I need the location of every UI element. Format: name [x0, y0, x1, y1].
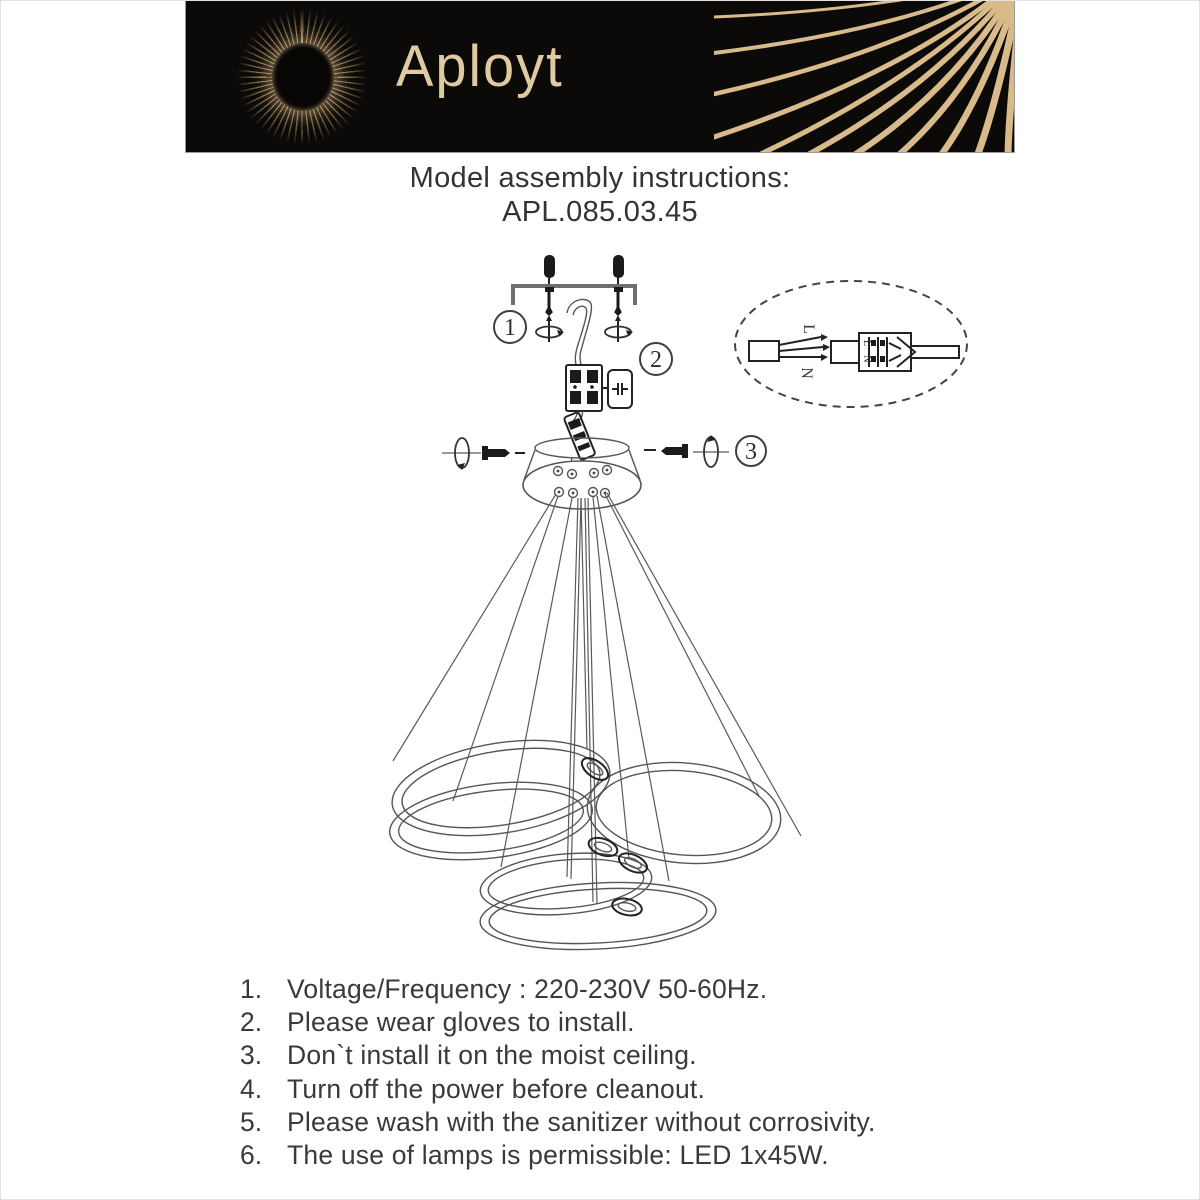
wire-neutral-label: N	[798, 367, 815, 379]
instruction-number: 4.	[240, 1073, 263, 1104]
instruction-item	[240, 973, 876, 1006]
instruction-number: 6.	[240, 1140, 263, 1171]
screw-rotate-icon	[442, 438, 481, 470]
step-2-label: 2	[650, 347, 662, 373]
side-screw-icon	[644, 444, 688, 458]
instruction-item	[240, 1073, 876, 1106]
instruction-item	[240, 1139, 876, 1172]
instruction-number: 5.	[240, 1106, 263, 1137]
instruction-text: Please wash with the sanitizer without corrosivity.	[287, 1106, 876, 1137]
ceiling-canopy	[442, 435, 766, 509]
ring-link	[616, 849, 650, 876]
ring-link	[578, 754, 612, 784]
instruction-item	[240, 1039, 876, 1072]
sunburst-logo-core	[272, 43, 334, 111]
instruction-text: Please wear gloves to install.	[287, 1007, 635, 1038]
ring-link	[586, 834, 620, 859]
model-number: APL.085.03.45	[502, 196, 698, 228]
screw-rotate-icon	[605, 315, 633, 342]
corner-rays-decoration	[714, 1, 1014, 153]
connector-live-label: L	[861, 339, 872, 347]
screw-rotate-icon	[536, 315, 564, 342]
instruction-text: Don`t install it on the moist ceiling.	[287, 1040, 697, 1071]
instruction-number: 3.	[240, 1040, 263, 1071]
title-block	[1, 161, 1199, 229]
instruction-item	[240, 1006, 876, 1039]
instruction-text: Voltage/Frequency : 220-230V 50-60Hz.	[287, 974, 768, 1004]
assembly-diagram	[1, 244, 1200, 966]
brand-banner	[185, 1, 1015, 153]
brand-name: Aployt	[396, 32, 564, 99]
instruction-text: The use of lamps is permissible: LED 1x45W.	[287, 1140, 829, 1171]
screw-rotate-icon	[693, 435, 729, 467]
wire-live-label: L	[800, 324, 817, 334]
instruction-item	[240, 1106, 876, 1139]
instruction-number: 2.	[240, 1007, 263, 1038]
wiring-detail-callout	[735, 281, 967, 407]
step-1-label: 1	[504, 315, 516, 341]
mounting-hardware	[494, 255, 635, 343]
instruction-list	[240, 973, 876, 1172]
step-3-label: 3	[745, 439, 757, 465]
instruction-number: 1.	[240, 974, 263, 1004]
page-title: Model assembly instructions:	[409, 162, 791, 194]
connector-neutral-label: N	[861, 355, 872, 363]
ring-link	[611, 896, 644, 918]
side-screw-icon	[482, 446, 525, 460]
instruction-text: Turn off the power before cleanout.	[287, 1073, 706, 1104]
light-rings	[385, 726, 785, 955]
